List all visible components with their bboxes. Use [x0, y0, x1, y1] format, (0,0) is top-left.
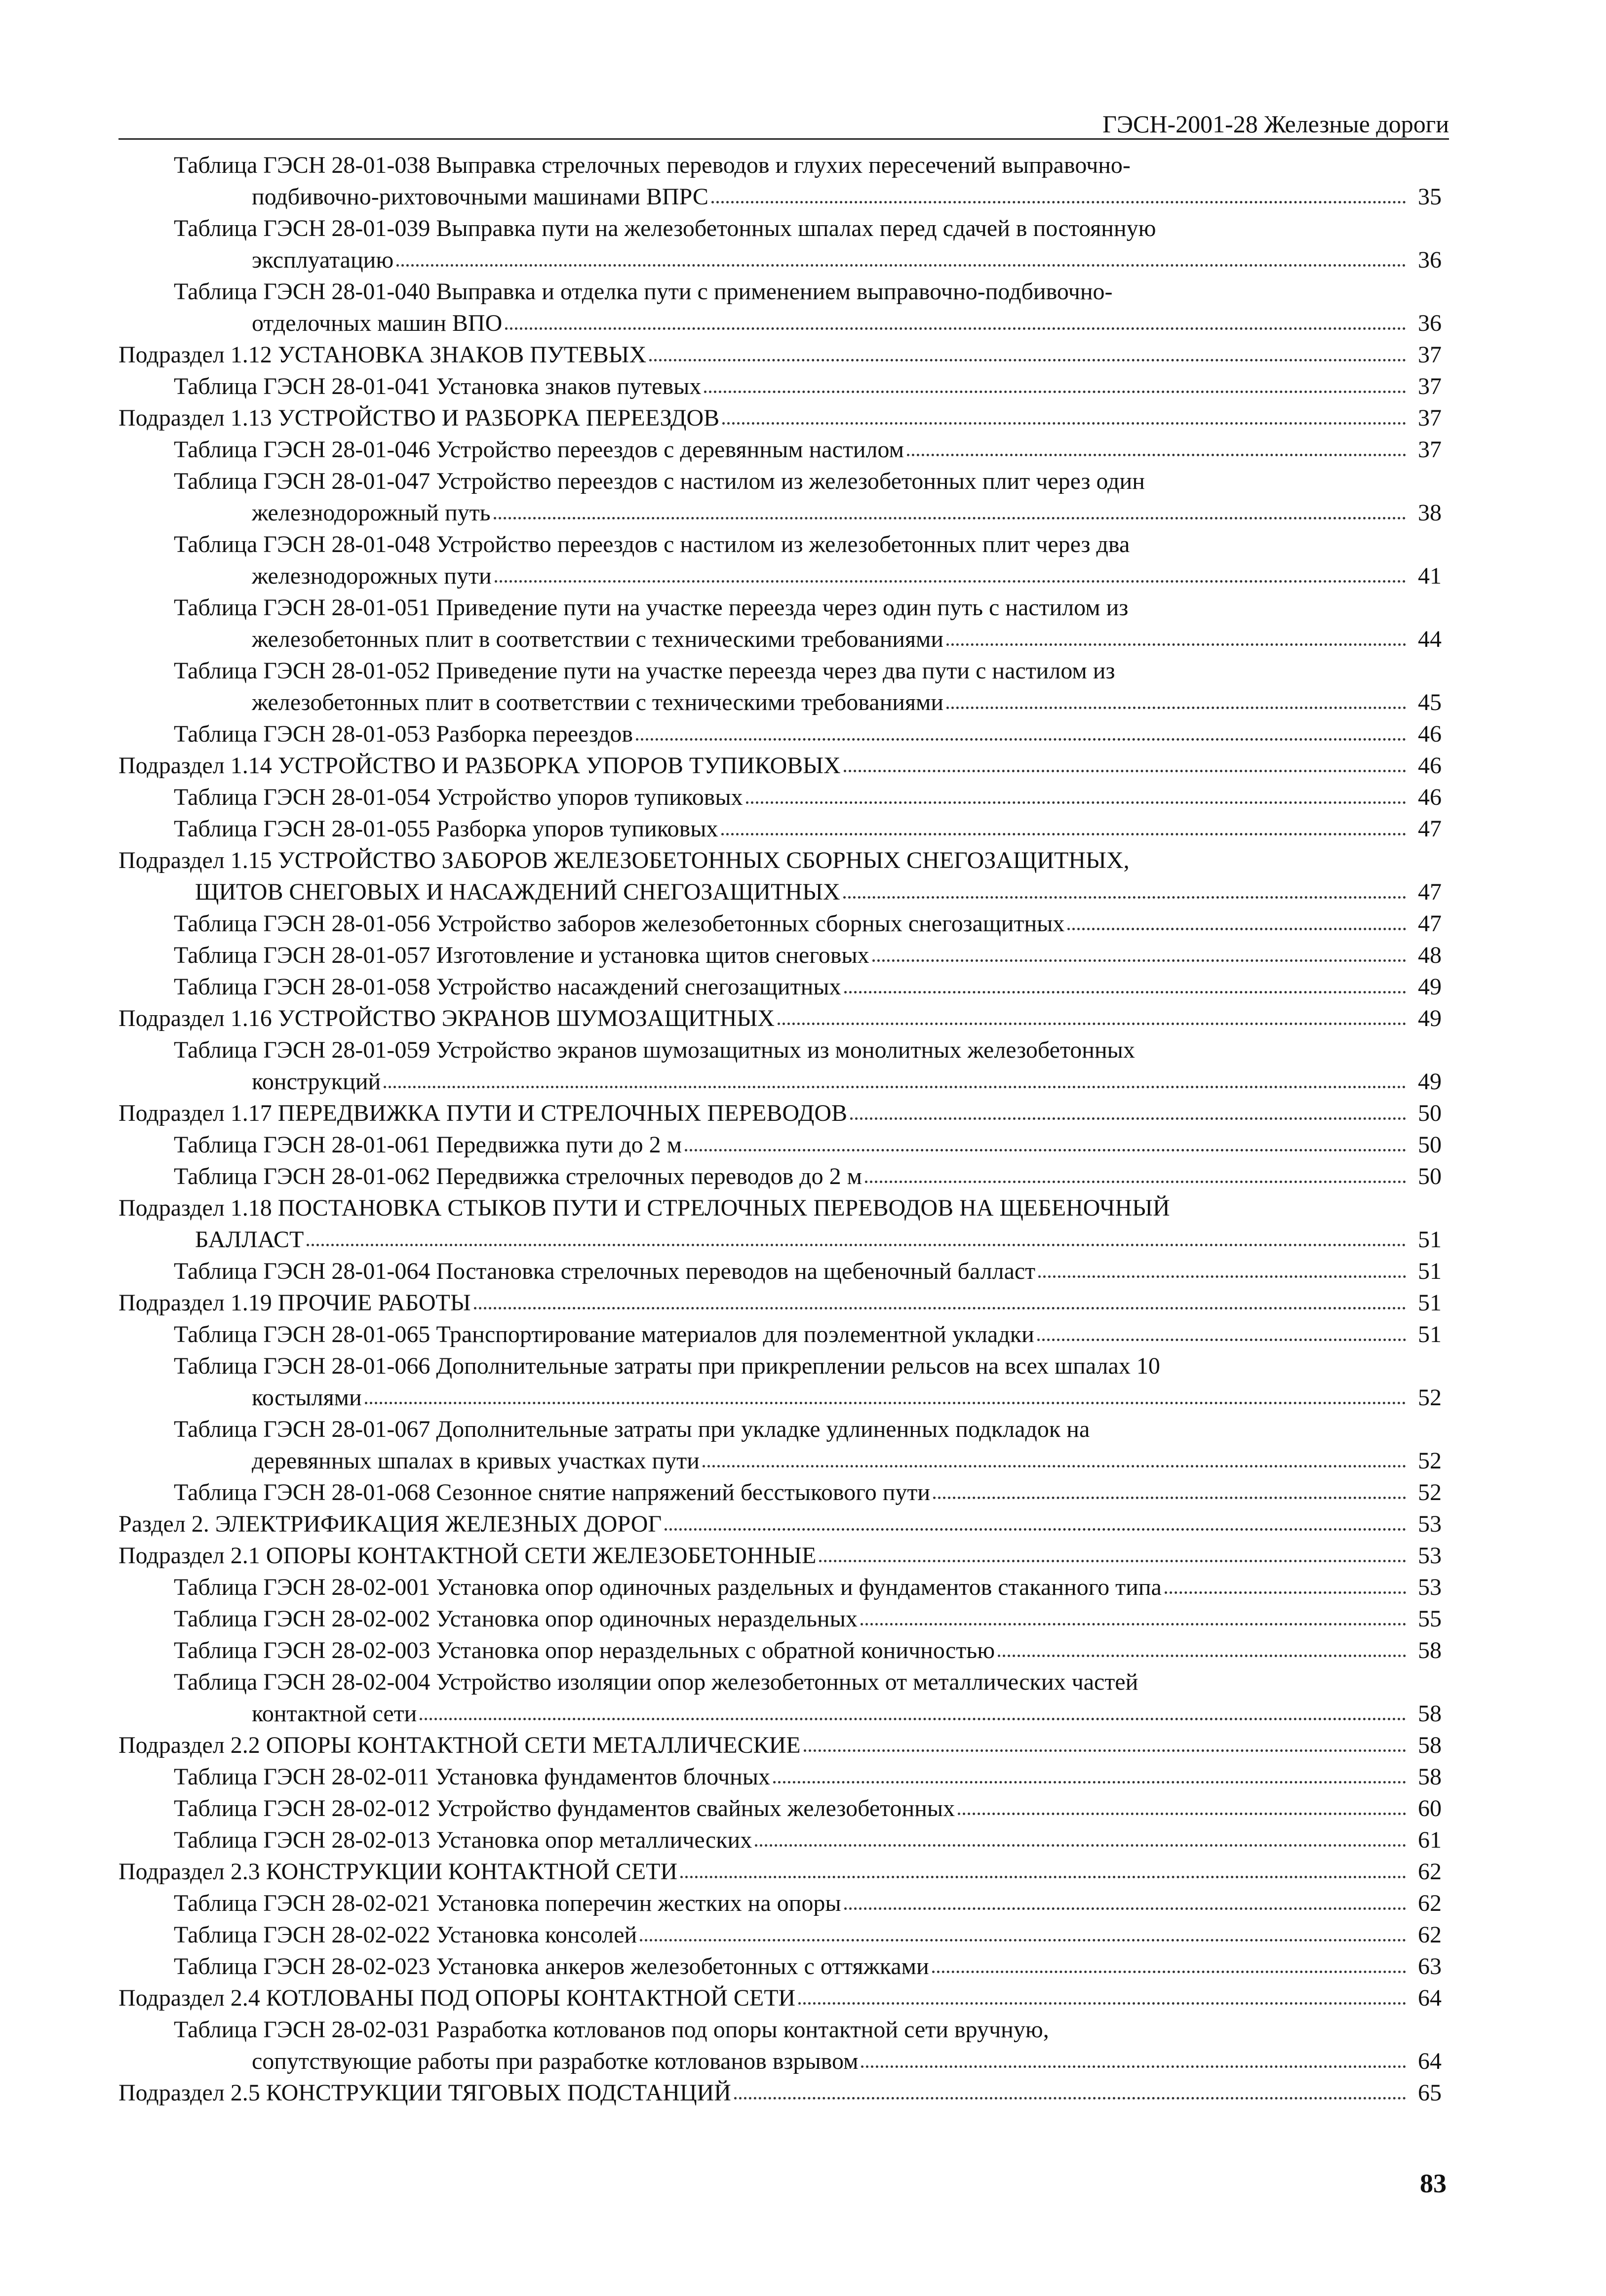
- toc-entry-page: 50: [1418, 1132, 1442, 1158]
- toc-entry-page: 49: [1418, 1005, 1442, 1031]
- toc-entry: [118, 842, 1442, 906]
- toc-entry-page: 55: [1418, 1606, 1442, 1632]
- toc-entry-title: Подраздел 1.17 ПЕРЕДВИЖКА ПУТИ И СТРЕЛОЧНЫХ ПЕРЕВОДОВ: [118, 1100, 848, 1126]
- toc-entry-title: Таблица ГЭСН 28-01-057 Изготовление и установка щитов снеговых: [174, 942, 869, 968]
- toc-entry-title: Таблица ГЭСН 28-01-064 Постановка стрелочных переводов на щебеночный балласт: [174, 1258, 1036, 1284]
- toc-entry: [118, 1664, 1442, 1727]
- dot-leader: [844, 1907, 1406, 1910]
- toc-entry-title: Подраздел 1.19 ПРОЧИЕ РАБОТЫ: [118, 1290, 471, 1316]
- toc-entry-page: 62: [1418, 1922, 1442, 1948]
- toc-entry-title: Раздел 2. ЭЛЕКТРИФИКАЦИЯ ЖЕЛЕЗНЫХ ДОРОГ: [118, 1511, 662, 1537]
- dot-leader: [746, 801, 1406, 804]
- toc-entry: [118, 147, 1442, 210]
- toc-entry: [118, 1948, 1442, 1980]
- toc-entry: [118, 1980, 1442, 2012]
- toc-entry-page: 45: [1418, 689, 1442, 715]
- dot-leader: [1165, 1591, 1406, 1594]
- toc-entry: [118, 1632, 1442, 1664]
- toc-entry-title: Таблица ГЭСН 28-01-066 Дополнительные затраты при прикреплении рельсов на всех шпалах 10: [174, 1353, 1160, 1379]
- toc-entry-page: 58: [1418, 1637, 1442, 1663]
- toc-entry-title: сопутствующие работы при разработке котлованов взрывом: [252, 2048, 859, 2074]
- toc-entry-title: Таблица ГЭСН 28-01-055 Разборка упоров тупиковых: [174, 816, 718, 842]
- toc-entry-title: Подраздел 2.3 КОНСТРУКЦИИ КОНТАКТНОЙ СЕТИ: [118, 1859, 678, 1885]
- toc-entry-title: Таблица ГЭСН 28-01-062 Передвижка стрелочных переводов до 2 м: [174, 1163, 862, 1189]
- toc-entry-page: 50: [1418, 1100, 1442, 1126]
- dot-leader: [798, 2002, 1406, 2005]
- toc-entry-title: Таблица ГЭСН 28-02-012 Устройство фундаментов свайных железобетонных: [174, 1795, 955, 1821]
- toc-entry-title: конструкций: [252, 1069, 381, 1095]
- toc-entry: [118, 1316, 1442, 1348]
- toc-entry-page: 48: [1418, 942, 1442, 968]
- dot-leader: [946, 643, 1406, 646]
- dot-leader: [850, 1117, 1406, 1120]
- toc-entry: [118, 969, 1442, 1000]
- toc-entry-title: подбивочно-рихтовочными машинами ВПРС: [252, 184, 708, 210]
- toc-entry: [118, 1285, 1442, 1316]
- toc-entry: [118, 1569, 1442, 1601]
- dot-leader: [1037, 1339, 1406, 1341]
- toc-entry: [118, 1727, 1442, 1759]
- toc-entry-page: 62: [1418, 1859, 1442, 1885]
- dot-leader: [721, 833, 1406, 835]
- toc-entry-title: костылями: [252, 1385, 362, 1411]
- toc-entry-page: 37: [1418, 373, 1442, 399]
- toc-entry-title: Таблица ГЭСН 28-01-048 Устройство переездов с настилом из железобетонных плит через два: [174, 531, 1130, 557]
- dot-leader: [704, 391, 1406, 393]
- toc-entry-title: Таблица ГЭСН 28-01-067 Дополнительные затраты при укладке удлиненных подкладок на: [174, 1416, 1090, 1442]
- dot-leader: [844, 770, 1406, 772]
- toc-entry-page: 46: [1418, 752, 1442, 779]
- toc-entry-page: 51: [1418, 1321, 1442, 1347]
- toc-entry-title: Таблица ГЭСН 28-02-004 Устройство изоляции опор железобетонных от металлических частей: [174, 1669, 1138, 1695]
- dot-leader: [711, 201, 1406, 203]
- toc-entry: [118, 811, 1442, 842]
- toc-entry: [118, 1253, 1442, 1285]
- toc-entry-page: 44: [1418, 626, 1442, 652]
- toc-entry-title: железобетонных плит в соответствии с техническими требованиями: [252, 626, 944, 652]
- toc-entry-title: Таблица ГЭСН 28-02-013 Установка опор металлических: [174, 1827, 752, 1853]
- dot-leader: [998, 1655, 1406, 1657]
- toc-entry: [118, 2012, 1442, 2075]
- toc-entry: [118, 1506, 1442, 1538]
- toc-entry: [118, 1158, 1442, 1190]
- toc-entry-title: Подраздел 2.4 КОТЛОВАНЫ ПОД ОПОРЫ КОНТАКТНОЙ СЕТИ: [118, 1985, 796, 2011]
- dot-leader: [680, 1876, 1406, 1878]
- toc-entry-title: отделочных машин ВПО: [252, 310, 503, 336]
- toc-entry: [118, 906, 1442, 937]
- toc-entry-title: Таблица ГЭСН 28-02-002 Установка опор одиночных нераздельных: [174, 1606, 858, 1632]
- dot-leader: [494, 517, 1406, 519]
- toc-entry-title: Подраздел 1.18 ПОСТАНОВКА СТЫКОВ ПУТИ И СТРЕЛОЧНЫХ ПЕРЕВОДОВ НА ЩЕБЕНОЧНЫЙ: [118, 1195, 1170, 1221]
- toc-entry-title: Таблица ГЭСН 28-02-023 Установка анкеров железобетонных с оттяжками: [174, 1953, 929, 1979]
- toc-entry-page: 38: [1418, 500, 1442, 526]
- toc-entry-page: 47: [1418, 816, 1442, 842]
- dot-leader: [640, 1939, 1406, 1941]
- toc-entry: [118, 2075, 1442, 2106]
- toc-entry: [118, 1885, 1442, 1917]
- toc-entry-page: 58: [1418, 1764, 1442, 1790]
- toc-entry-title: Таблица ГЭСН 28-01-061 Передвижка пути до 2 м: [174, 1132, 682, 1158]
- toc-entry-page: 64: [1418, 2048, 1442, 2074]
- toc-entry-title: Таблица ГЭСН 28-01-038 Выправка стрелочных переводов и глухих пересечений выправочно-: [174, 152, 1131, 178]
- toc-entry-title: железнодорожных пути: [252, 563, 492, 589]
- toc-entry: [118, 1127, 1442, 1158]
- running-header: [118, 106, 1449, 140]
- toc-entry-title: Подраздел 1.13 УСТРОЙСТВО И РАЗБОРКА ПЕРЕЕЗДОВ: [118, 405, 720, 431]
- toc-entry-page: 52: [1418, 1448, 1442, 1474]
- toc-entry-page: 51: [1418, 1227, 1442, 1253]
- dot-leader: [778, 1023, 1406, 1025]
- dot-leader: [665, 1528, 1406, 1531]
- toc-entry-title: Подраздел 1.14 УСТРОЙСТВО И РАЗБОРКА УПОРОВ ТУПИКОВЫХ: [118, 752, 841, 779]
- toc-entry: [118, 210, 1442, 274]
- toc-entry-page: 46: [1418, 784, 1442, 810]
- dot-leader: [865, 1181, 1406, 1183]
- table-of-contents: [118, 147, 1442, 2106]
- toc-entry-title: Таблица ГЭСН 28-02-001 Установка опор одиночных раздельных и фундаментов стаканного типа: [174, 1574, 1162, 1600]
- toc-entry: [118, 1474, 1442, 1506]
- toc-entry-page: 35: [1418, 184, 1442, 210]
- toc-entry-page: 36: [1418, 247, 1442, 273]
- toc-entry-page: 58: [1418, 1732, 1442, 1758]
- toc-entry-title: Подраздел 2.1 ОПОРЫ КОНТАКТНОЙ СЕТИ ЖЕЛЕЗОБЕТОННЫЕ: [118, 1543, 817, 1569]
- toc-entry: [118, 716, 1442, 748]
- toc-entry-title: Таблица ГЭСН 28-01-052 Приведение пути на участке переезда через два пути с настилом из: [174, 658, 1115, 684]
- toc-entry-title: Подраздел 1.15 УСТРОЙСТВО ЗАБОРОВ ЖЕЛЕЗОБЕТОННЫХ СБОРНЫХ СНЕГОЗАЩИТНЫХ,: [118, 847, 1130, 873]
- toc-entry: [118, 1000, 1442, 1032]
- dot-leader: [685, 1149, 1406, 1151]
- toc-entry-page: 51: [1418, 1258, 1442, 1284]
- dot-leader: [495, 580, 1406, 583]
- toc-entry: [118, 1601, 1442, 1632]
- toc-entry-page: 63: [1418, 1953, 1442, 1979]
- toc-entry-title: деревянных шпалах в кривых участках пути: [252, 1448, 700, 1474]
- toc-entry-page: 41: [1418, 563, 1442, 589]
- toc-entry-title: железнодорожный путь: [252, 500, 491, 526]
- toc-entry-page: 53: [1418, 1543, 1442, 1569]
- dot-leader: [734, 2097, 1406, 2099]
- toc-entry-page: 49: [1418, 974, 1442, 1000]
- toc-entry-title: ЩИТОВ СНЕГОВЫХ И НАСАЖДЕНИЙ СНЕГОЗАЩИТНЫХ: [195, 879, 840, 905]
- toc-entry-page: 36: [1418, 310, 1442, 336]
- toc-entry-page: 47: [1418, 910, 1442, 937]
- dot-leader: [649, 359, 1406, 361]
- toc-entry-title: БАЛЛАСТ: [195, 1227, 304, 1253]
- dot-leader: [773, 1781, 1406, 1783]
- toc-entry-title: Таблица ГЭСН 28-01-059 Устройство экранов шумозащитных из монолитных железобетонных: [174, 1037, 1135, 1063]
- toc-entry: [118, 526, 1442, 590]
- toc-entry-title: контактной сети: [252, 1701, 417, 1727]
- toc-entry-page: 62: [1418, 1890, 1442, 1916]
- toc-entry-title: Таблица ГЭСН 28-01-051 Приведение пути на участке переезда через один путь с настилом из: [174, 594, 1129, 621]
- toc-entry: [118, 748, 1442, 779]
- toc-entry-page: 61: [1418, 1827, 1442, 1853]
- toc-entry-page: 46: [1418, 721, 1442, 747]
- dot-leader: [420, 1718, 1406, 1720]
- dot-leader: [861, 2065, 1406, 2068]
- toc-entry-page: 37: [1418, 436, 1442, 463]
- toc-entry-page: 53: [1418, 1511, 1442, 1537]
- dot-leader: [1038, 1275, 1406, 1278]
- dot-leader: [505, 327, 1406, 330]
- toc-entry-title: Подраздел 2.2 ОПОРЫ КОНТАКТНОЙ СЕТИ МЕТАЛЛИЧЕСКИЕ: [118, 1732, 801, 1758]
- toc-entry-page: 60: [1418, 1795, 1442, 1821]
- toc-entry: [118, 463, 1442, 526]
- toc-entry-title: железобетонных плит в соответствии с техническими требованиями: [252, 689, 944, 715]
- dot-leader: [958, 1813, 1406, 1815]
- toc-entry: [118, 400, 1442, 432]
- dot-leader: [703, 1465, 1406, 1467]
- dot-leader: [933, 1497, 1406, 1499]
- toc-entry: [118, 1348, 1442, 1411]
- dot-leader: [844, 991, 1406, 993]
- dot-leader: [384, 1086, 1406, 1088]
- toc-entry: [118, 1854, 1442, 1885]
- dot-leader: [804, 1749, 1406, 1752]
- dot-leader: [819, 1560, 1406, 1562]
- toc-entry-title: Таблица ГЭСН 28-01-039 Выправка пути на железобетонных шпалах перед сдачей в постоянную: [174, 215, 1156, 241]
- toc-entry-title: Таблица ГЭСН 28-02-003 Установка опор нераздельных с обратной коничностью: [174, 1637, 995, 1663]
- dot-leader: [307, 1244, 1406, 1246]
- toc-entry-title: эксплуатацию: [252, 247, 394, 273]
- toc-entry: [118, 1190, 1442, 1253]
- toc-entry-title: Таблица ГЭСН 28-02-011 Установка фундаментов блочных: [174, 1764, 770, 1790]
- toc-entry-page: 37: [1418, 405, 1442, 431]
- toc-entry: [118, 1917, 1442, 1948]
- dot-leader: [365, 1402, 1406, 1404]
- toc-entry-title: Таблица ГЭСН 28-01-065 Транспортирование материалов для поэлементной укладки: [174, 1321, 1034, 1347]
- dot-leader: [636, 738, 1406, 741]
- toc-entry-page: 49: [1418, 1069, 1442, 1095]
- toc-entry-title: Подраздел 2.5 КОНСТРУКЦИИ ТЯГОВЫХ ПОДСТАНЦИЙ: [118, 2080, 731, 2106]
- toc-entry-title: Таблица ГЭСН 28-01-046 Устройство переездов с деревянным настилом: [174, 436, 904, 463]
- toc-entry-title: Таблица ГЭСН 28-01-041 Установка знаков путевых: [174, 373, 702, 399]
- toc-entry: [118, 1538, 1442, 1569]
- toc-entry-title: Подраздел 1.12 УСТАНОВКА ЗНАКОВ ПУТЕВЫХ: [118, 342, 647, 368]
- toc-entry: [118, 432, 1442, 463]
- toc-entry-title: Таблица ГЭСН 28-02-022 Установка консолей: [174, 1922, 637, 1948]
- toc-entry: [118, 274, 1442, 337]
- toc-entry-title: Таблица ГЭСН 28-01-054 Устройство упоров тупиковых: [174, 784, 743, 810]
- toc-entry: [118, 1822, 1442, 1854]
- toc-entry-title: Таблица ГЭСН 28-02-031 Разработка котлованов под опоры контактной сети вручную,: [174, 2017, 1049, 2043]
- dot-leader: [1067, 928, 1406, 930]
- toc-entry-title: Таблица ГЭСН 28-01-068 Сезонное снятие напряжений бесстыкового пути: [174, 1479, 931, 1505]
- dot-leader: [722, 422, 1406, 425]
- dot-leader: [755, 1844, 1406, 1847]
- dot-leader: [946, 707, 1406, 709]
- toc-entry: [118, 1759, 1442, 1790]
- toc-entry: [118, 1790, 1442, 1822]
- toc-entry-page: 58: [1418, 1701, 1442, 1727]
- toc-entry: [118, 1032, 1442, 1095]
- toc-entry-title: Таблица ГЭСН 28-01-056 Устройство заборов железобетонных сборных снегозащитных: [174, 910, 1065, 937]
- dot-leader: [861, 1623, 1406, 1625]
- toc-entry-page: 51: [1418, 1290, 1442, 1316]
- toc-entry-title: Таблица ГЭСН 28-02-021 Установка поперечин жестких на опоры: [174, 1890, 841, 1916]
- toc-entry-title: Таблица ГЭСН 28-01-053 Разборка переездов: [174, 721, 633, 747]
- toc-entry-page: 37: [1418, 342, 1442, 368]
- toc-entry: [118, 1095, 1442, 1127]
- dot-leader: [932, 1971, 1406, 1973]
- toc-entry: [118, 1411, 1442, 1474]
- toc-entry-page: 47: [1418, 879, 1442, 905]
- toc-entry: [118, 337, 1442, 368]
- toc-entry: [118, 653, 1442, 716]
- toc-entry-page: 64: [1418, 1985, 1442, 2011]
- toc-entry-title: Подраздел 1.16 УСТРОЙСТВО ЭКРАНОВ ШУМОЗАЩИТНЫХ: [118, 1005, 775, 1031]
- running-title: ГЭСН-2001-28 Железные дороги: [1102, 110, 1449, 138]
- toc-entry-page: 65: [1418, 2080, 1442, 2106]
- dot-leader: [872, 959, 1406, 962]
- dot-leader: [907, 454, 1406, 456]
- toc-entry-page: 50: [1418, 1163, 1442, 1189]
- toc-entry: [118, 779, 1442, 811]
- dot-leader: [396, 264, 1406, 267]
- toc-entry: [118, 368, 1442, 400]
- page-number: 83: [1420, 2169, 1447, 2198]
- toc-entry: [118, 590, 1442, 653]
- dot-leader: [843, 896, 1406, 899]
- toc-entry-page: 52: [1418, 1385, 1442, 1411]
- toc-entry: [118, 937, 1442, 969]
- toc-entry-title: Таблица ГЭСН 28-01-047 Устройство переездов с настилом из железобетонных плит через один: [174, 468, 1145, 494]
- toc-entry-page: 53: [1418, 1574, 1442, 1600]
- toc-entry-page: 52: [1418, 1479, 1442, 1505]
- toc-entry-title: Таблица ГЭСН 28-01-058 Устройство насаждений снегозащитных: [174, 974, 841, 1000]
- toc-entry-title: Таблица ГЭСН 28-01-040 Выправка и отделка пути с применением выправочно-подбивочно-: [174, 278, 1113, 305]
- dot-leader: [474, 1307, 1406, 1309]
